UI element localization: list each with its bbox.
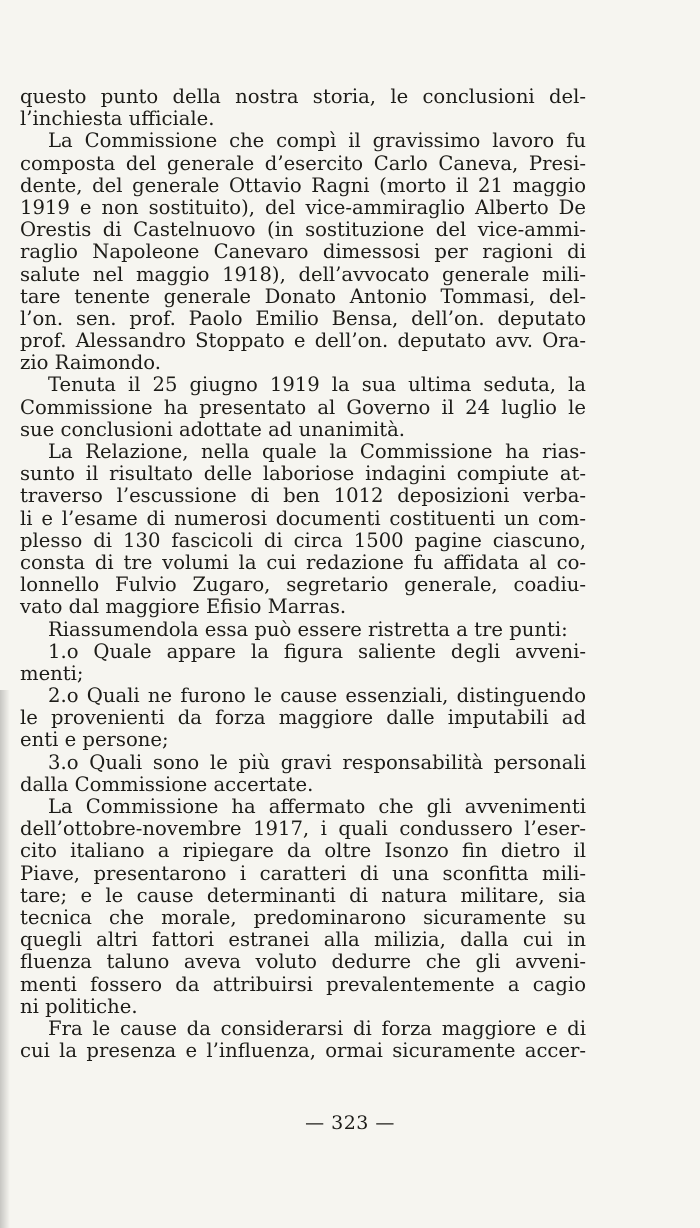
text-line: prof. Alessandro Stoppato e dell’on. deputato avv. Ora- xyxy=(20,329,586,353)
text-line: 1919 e non sostituito), del vice-ammiraglio Alberto De xyxy=(20,195,586,219)
text-line: Commissione ha presentato al Governo il 24 luglio le xyxy=(20,395,586,419)
text-line: Fra le cause da considerarsi di forza maggiore e di xyxy=(48,1016,586,1040)
text-line: menti; xyxy=(20,661,84,685)
text-line: le provenienti da forza maggiore dalle imputabili ad xyxy=(20,706,586,730)
text-line: La Relazione, nella quale la Commissione ha rias- xyxy=(48,440,586,463)
text-line: lonnello Fulvio Zugaro, segretario generale, coadiu- xyxy=(20,573,586,597)
text-line: fluenza taluno aveva voluto dedurre che gli avveni- xyxy=(20,950,586,974)
text-line: ni politiche. xyxy=(20,994,138,1018)
page-number: — 323 — xyxy=(305,1112,395,1134)
binding-shadow xyxy=(0,690,10,1228)
body-text xyxy=(20,86,586,1062)
text-line: tare tenente generale Donato Antonio Tommasi, del- xyxy=(20,284,586,308)
text-line: cui la presenza e l’influenza, ormai sicuramente accer- xyxy=(20,1039,586,1063)
text-line: tecnica che morale, predominarono sicuramente su xyxy=(20,905,586,929)
text-line: raglio Napoleone Canevaro dimessosi per ragioni di xyxy=(20,240,586,264)
text-line: dalla Commissione accertate. xyxy=(20,772,314,796)
text-line: enti e persone; xyxy=(20,728,169,752)
text-line: Tenuta il 25 giugno 1919 la sua ultima seduta, la xyxy=(48,373,586,397)
text-line: tare; e le cause determinanti di natura militare, sia xyxy=(20,883,586,907)
text-line: plesso di 130 fascicoli di circa 1500 pagine ciascuno, xyxy=(20,528,586,552)
text-line: questo punto della nostra storia, le conclusioni del- xyxy=(20,85,586,108)
text-line: sunto il risultato delle laboriose indagini compiute at- xyxy=(20,462,586,486)
text-line: consta di tre volumi la cui redazione fu affidata al co- xyxy=(20,550,586,574)
text-line: li e l’esame di numerosi documenti costituenti un com- xyxy=(20,506,586,530)
text-line: La Commissione ha affermato che gli avvenimenti xyxy=(48,795,586,818)
text-line: Orestis di Castelnuovo (in sostituzione del vice-ammi- xyxy=(20,218,586,242)
text-line: dell’ottobre-novembre 1917, i quali condussero l’eser- xyxy=(20,817,586,841)
text-line: quegli altri fattori estranei alla milizia, dalla cui in xyxy=(20,928,586,952)
text-line: cito italiano a ripiegare da oltre Isonzo fin dietro il xyxy=(20,839,586,863)
text-line: Piave, presentarono i caratteri di una sconfitta mili- xyxy=(20,861,586,885)
text-line: 2.o Quali ne furono le cause essenziali, distinguendo xyxy=(48,684,586,708)
text-line: sue conclusioni adottate ad unanimità. xyxy=(20,417,406,441)
text-line: menti fossero da attribuirsi prevalentemente a cagio xyxy=(20,972,586,996)
text-line: l’inchiesta ufficiale. xyxy=(20,107,215,131)
text-line: traverso l’escussione di ben 1012 deposizioni verba- xyxy=(20,484,586,508)
text-line: 1.o Quale appare la figura saliente degli avveni- xyxy=(48,639,586,663)
text-line: zio Raimondo. xyxy=(20,351,161,375)
text-line: 3.o Quali sono le più gravi responsabilità personali xyxy=(48,750,586,774)
text-line: composta del generale d’esercito Carlo Caneva, Presi- xyxy=(20,151,586,175)
text-line: vato dal maggiore Efisio Marras. xyxy=(20,595,347,619)
text-line: Riassumendola essa può essere ristretta a tre punti: xyxy=(48,617,568,641)
text-line: l’on. sen. prof. Paolo Emilio Bensa, dell’on. deputato xyxy=(20,306,586,330)
text-line: salute nel maggio 1918), dell’avvocato generale mili- xyxy=(20,262,586,286)
text-line: La Commissione che compì il gravissimo lavoro fu xyxy=(48,129,586,153)
text-line: dente, del generale Ottavio Ragni (morto il 21 maggio xyxy=(20,173,586,197)
